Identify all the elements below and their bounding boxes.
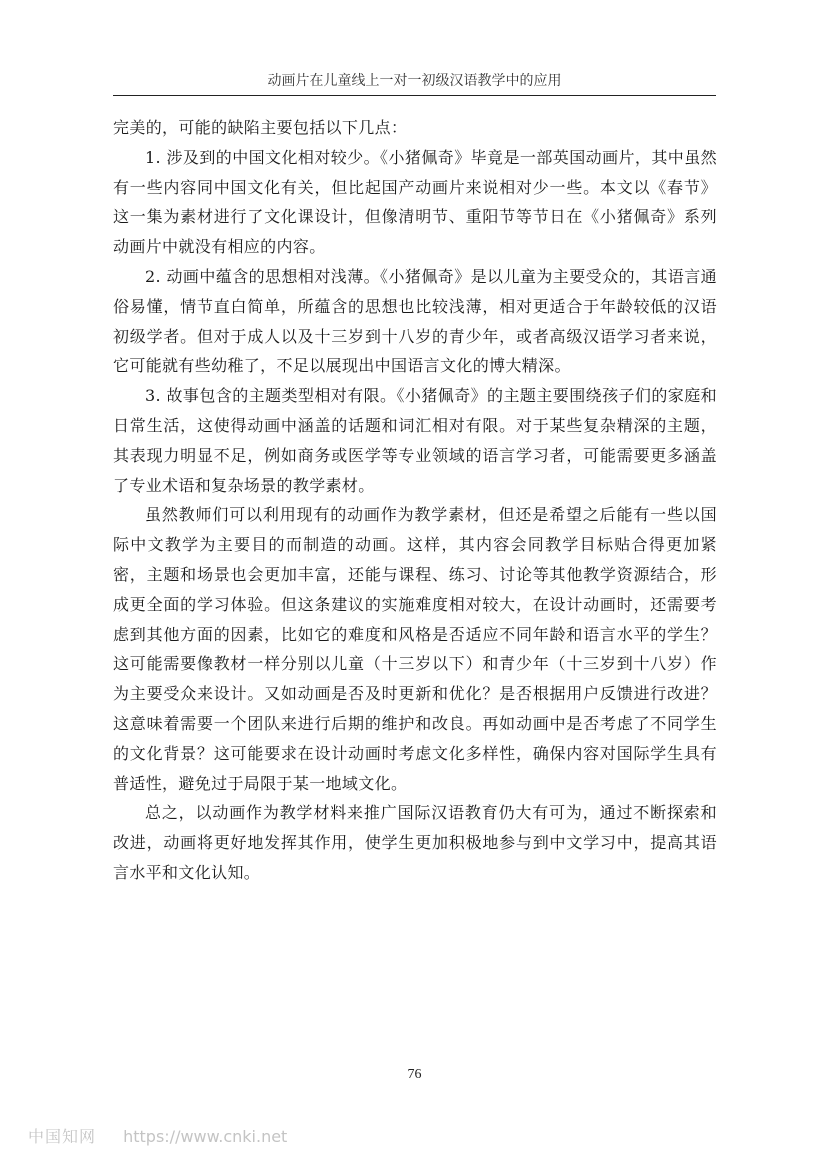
paragraph-point-1: 1. 涉及到的中国文化相对较少。《小猪佩奇》毕竟是一部英国动画片，其中虽然有一些内容同中国文化有关，但比起国产动画片来说相对少一些。本文以《春节》这一集为素材进行了文化课设计，但像清明节、重阳节等节日在《小猪佩奇》系列动画片中就没有相应的内容。 [113,147,717,257]
header-divider [113,95,716,96]
body-text [113,113,717,888]
paragraph-continuation: 完美的，可能的缺陷主要包括以下几点： [113,118,408,137]
cnki-watermark [28,1124,287,1147]
running-header: 动画片在儿童线上一对一初级汉语教学中的应用 [267,73,562,89]
watermark-url[interactable]: https://www.cnki.net [123,1127,288,1146]
paragraph-point-2: 2. 动画中蕴含的思想相对浅薄。《小猪佩奇》是以儿童为主要受众的，其语言通俗易懂，情节直白简单，所蕴含的思想也比较浅薄，相对更适合于年龄较低的汉语初级学者。但对于成人以及十三岁到十八岁的青少年，或者高级汉语学习者来说，它可能就有些幼稚了，不足以展现出中国语言文化的博大精深。 [113,266,717,376]
page-number: 76 [407,1067,422,1082]
watermark-brand: 中国知网 [28,1127,97,1146]
paragraph-suggestion: 虽然教师们可以利用现有的动画作为教学素材，但还是希望之后能有一些以国际中文教学为主要目的而制造的动画。这样，其内容会同教学目标贴合得更加紧密，主题和场景也会更加丰富，还能与课程、练习、讨论等其他教学资源结合，形成更全面的学习体验。但这条建议的实施难度相对较大，在设计动画时，还需要考虑到其他方面的因素，比如它的难度和风格是否适应不同年龄和语言水平的学生？这可能需要像教材一样分别以儿童（十三岁以下）和青少年（十三岁到十八岁）作为主要受众来设计。又如动画是否及时更新和优化？是否根据用户反馈进行改进？这意味着需要一个团队来进行后期的维护和改良。再如动画中是否考虑了不同学生的文化背景？这可能要求在设计动画时考虑文化多样性，确保内容对国际学生具有普适性，避免过于局限于某一地域文化。 [113,505,717,793]
paragraph-point-3: 3. 故事包含的主题类型相对有限。《小猪佩奇》的主题主要围绕孩子们的家庭和日常生活，这使得动画中涵盖的话题和词汇相对有限。对于某些复杂精深的主题，其表现力明显不足，例如商务或医学等专业领域的语言学习者，可能需要更多涵盖了专业术语和复杂场景的教学素材。 [113,386,717,495]
paragraph-conclusion: 总之，以动画作为教学材料来推广国际汉语教育仍大有可为，通过不断探索和改进，动画将更好地发挥其作用，使学生更加积极地参与到中文学习中，提高其语言水平和文化认知。 [113,803,717,882]
